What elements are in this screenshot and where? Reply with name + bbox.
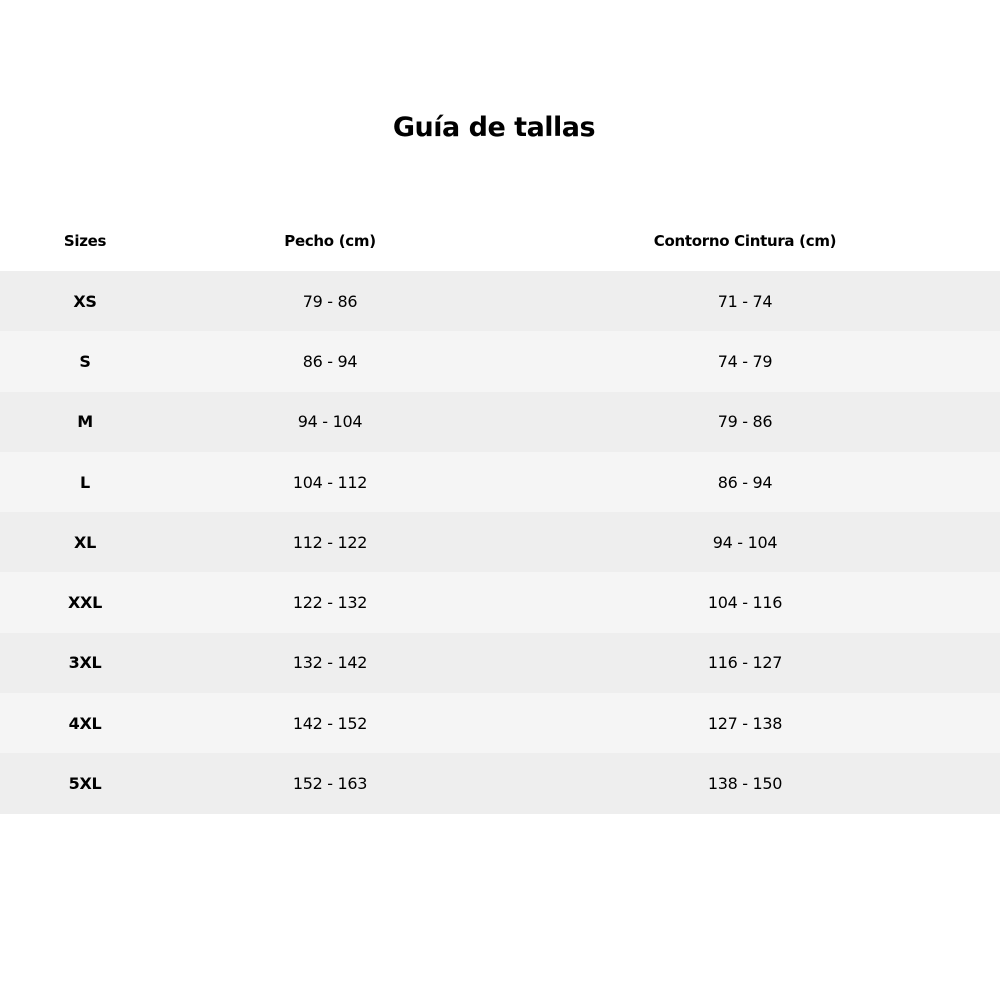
waist-cell: 104 - 116: [707, 593, 783, 613]
size-cell: 3XL: [68, 653, 102, 673]
chest-cell: 152 - 163: [292, 774, 368, 794]
waist-cell: 138 - 150: [707, 774, 783, 794]
size-cell: XXL: [68, 593, 102, 613]
chest-cell: 132 - 142: [292, 653, 368, 673]
size-cell: 5XL: [68, 774, 102, 794]
chest-cell: 94 - 104: [297, 412, 363, 432]
chest-cell: 79 - 86: [302, 291, 358, 311]
table-row: [0, 633, 1000, 693]
chest-cell: 86 - 94: [302, 351, 358, 371]
table-row: [0, 753, 1000, 813]
waist-cell: 86 - 94: [717, 472, 773, 492]
header-sizes: Sizes: [63, 232, 107, 250]
chest-cell: 122 - 132: [292, 593, 368, 613]
table-row: [0, 693, 1000, 753]
table-row: [0, 572, 1000, 632]
waist-cell: 94 - 104: [712, 532, 778, 552]
table-row: [0, 331, 1000, 391]
waist-cell: 79 - 86: [717, 412, 773, 432]
chest-cell: 104 - 112: [292, 472, 368, 492]
size-cell: XL: [74, 532, 96, 552]
size-cell: XS: [73, 291, 97, 311]
table-row: [0, 392, 1000, 452]
header-waist: Contorno Cintura (cm): [653, 232, 837, 250]
waist-cell: 116 - 127: [707, 653, 783, 673]
chest-cell: 112 - 122: [292, 532, 368, 552]
size-cell: S: [79, 351, 91, 371]
waist-cell: 71 - 74: [717, 291, 773, 311]
table-row: [0, 452, 1000, 512]
size-cell: L: [80, 472, 90, 492]
size-cell: M: [77, 412, 93, 432]
table-header-row: [0, 211, 1000, 271]
size-guide-table: [0, 211, 1000, 814]
waist-cell: 74 - 79: [717, 351, 773, 371]
chest-cell: 142 - 152: [292, 713, 368, 733]
waist-cell: 127 - 138: [707, 713, 783, 733]
table-row: [0, 271, 1000, 331]
size-cell: 4XL: [68, 713, 102, 733]
header-chest: Pecho (cm): [284, 232, 376, 250]
page-title: Guía de tallas: [392, 112, 596, 143]
table-row: [0, 512, 1000, 572]
